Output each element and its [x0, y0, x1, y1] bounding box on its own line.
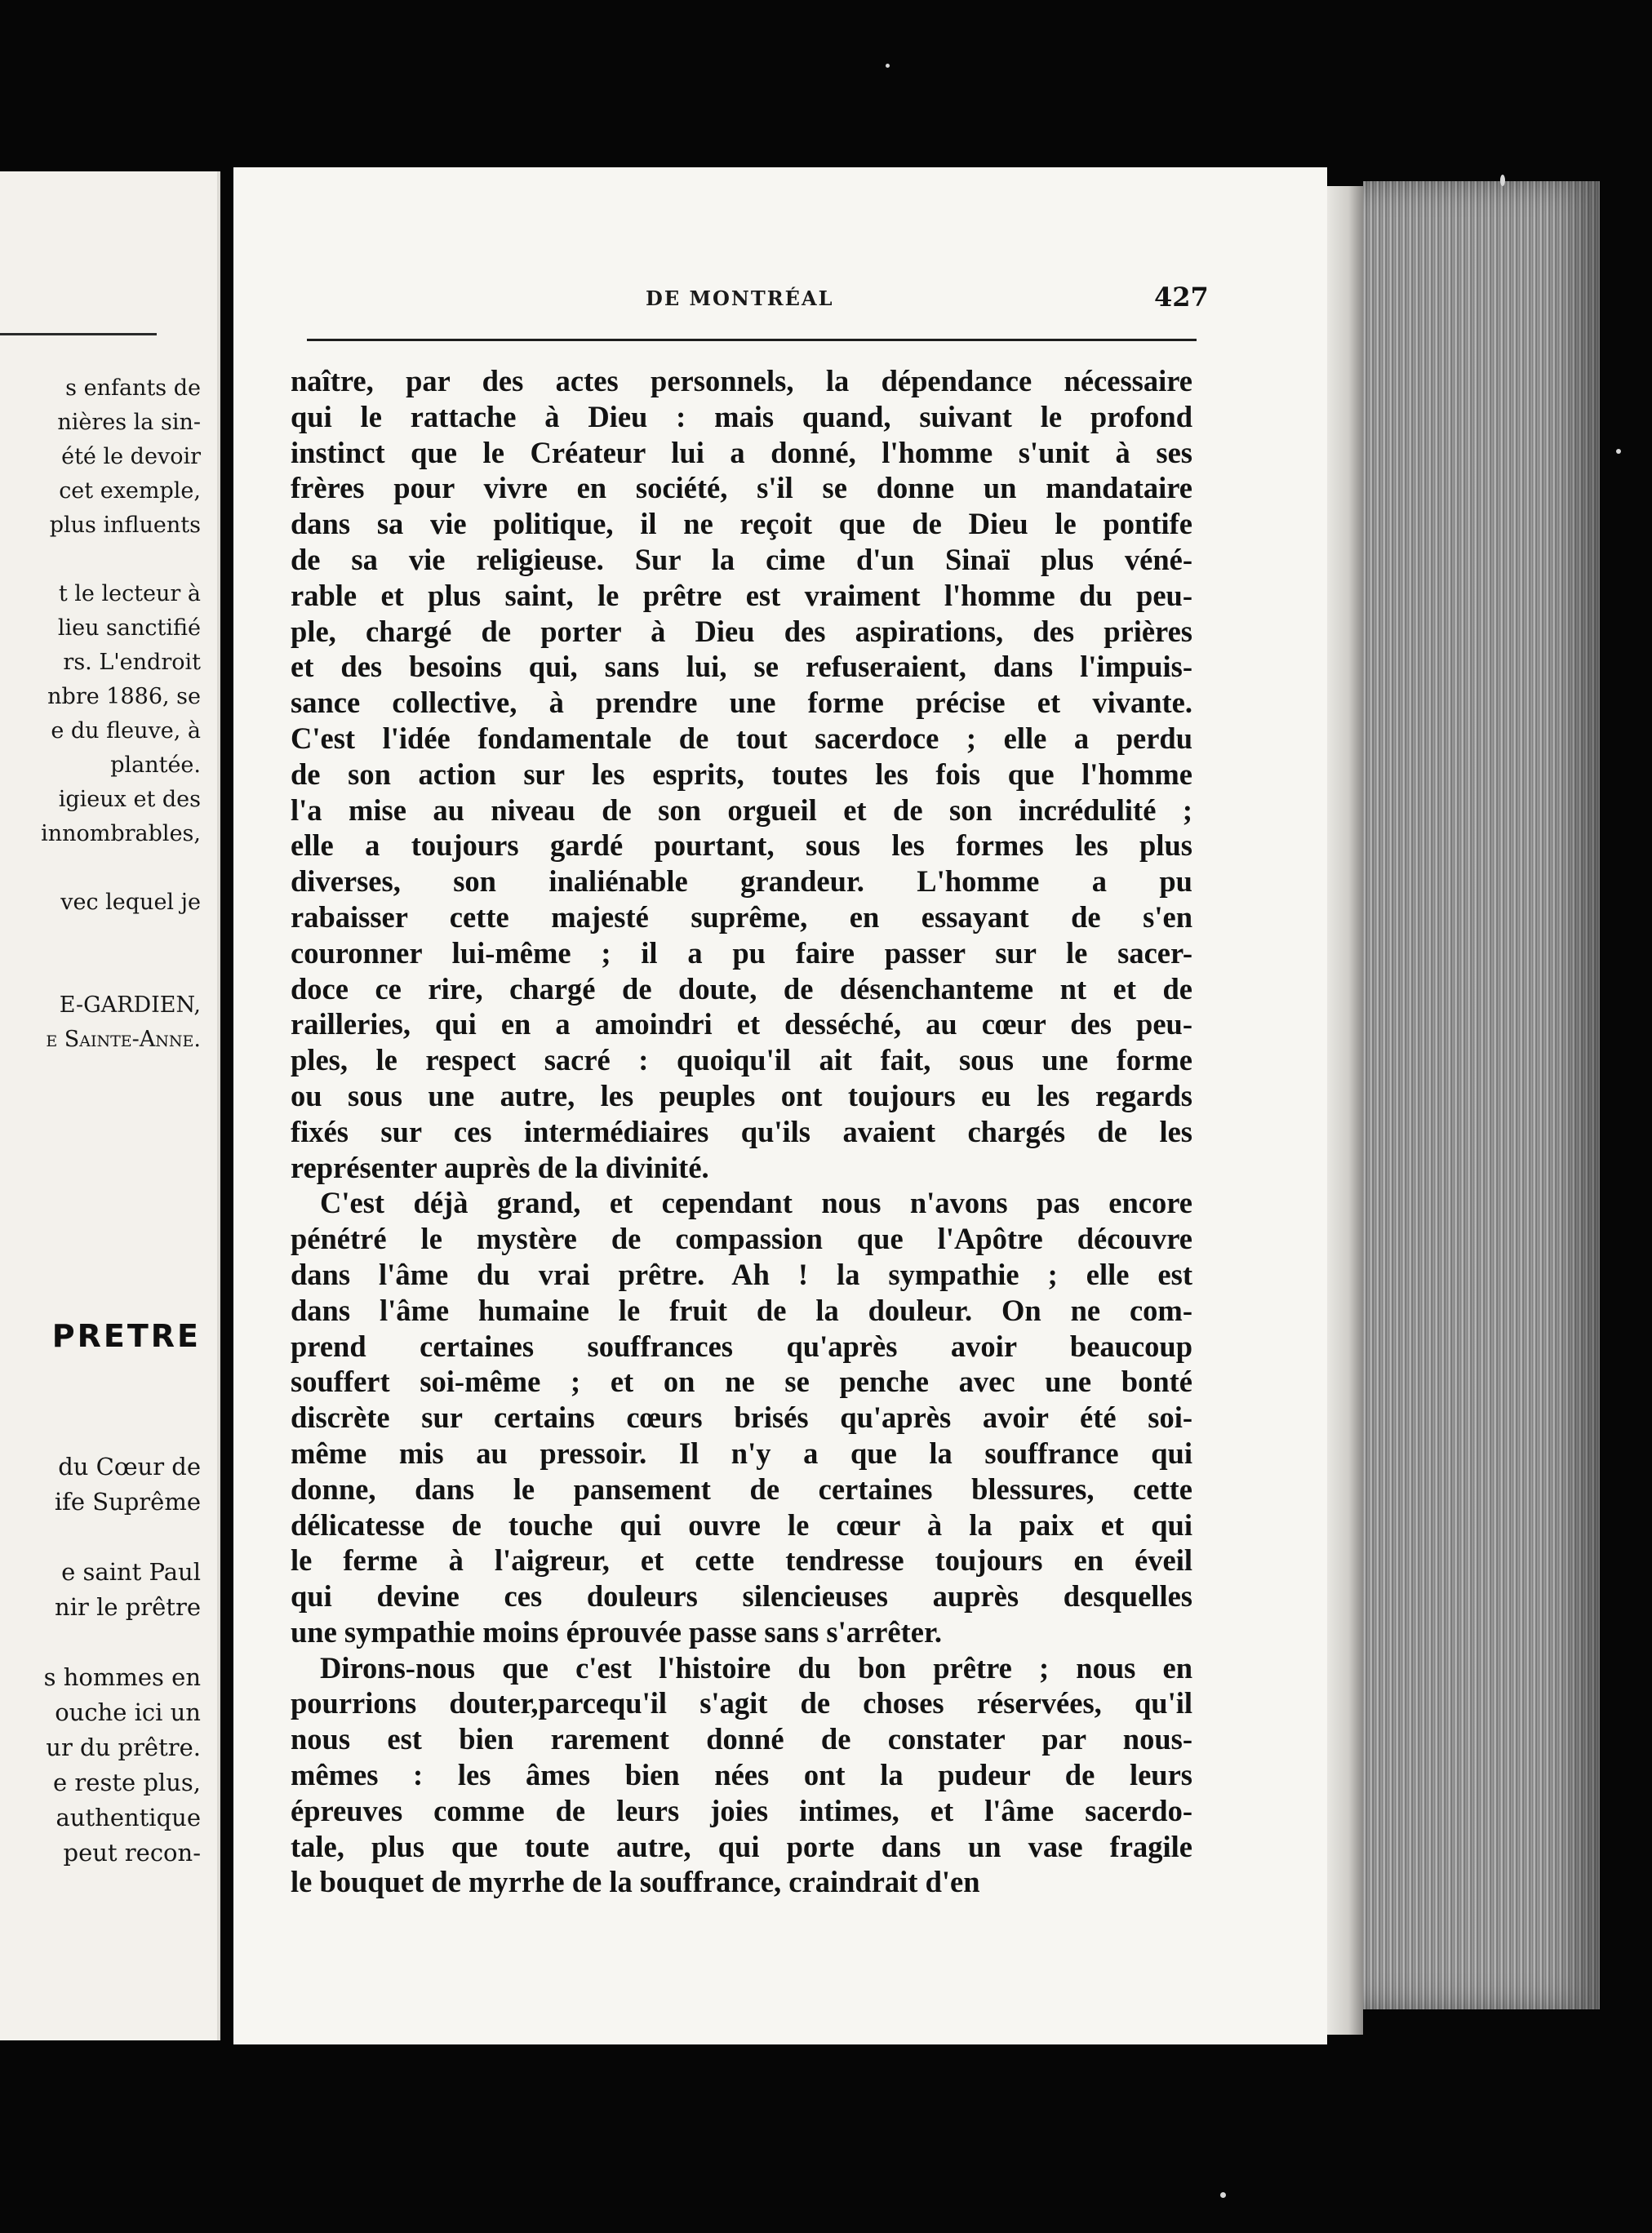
previous-page-line: nières la sin-: [57, 410, 201, 435]
text-line: et des besoins qui, sans lui, se refuseraient, dans l'impuis-: [291, 650, 1192, 684]
running-head: DE MONTRÉAL: [646, 286, 834, 310]
text-line: ple, chargé de porter à Dieu des aspirations, des prières: [291, 614, 1192, 648]
text-line: C'est déjà grand, et cependant nous n'avons pas encore: [320, 1186, 1192, 1220]
text-line: ou sous une autre, les peuples ont toujours eu les regards: [291, 1078, 1192, 1112]
text-line: pourrions douter,parcequ'il s'agit de choses réservées, qu'il: [291, 1686, 1192, 1720]
previous-page-line: e du fleuve, à: [51, 718, 201, 744]
page-number: 427: [1154, 282, 1209, 313]
text-line: instinct que le Créateur lui a donné, l'homme s'unit à ses: [291, 435, 1192, 469]
text-line: railleries, qui en a amoindri et desséché, au cœur des peu-: [291, 1007, 1192, 1041]
previous-page-line: nir le prêtre: [55, 1593, 201, 1621]
text-line: de sa vie religieuse. Sur la cime d'un Sinaï plus véné-: [291, 542, 1192, 576]
previous-page-rule: [0, 333, 157, 335]
previous-page-line: ife Suprême: [54, 1488, 201, 1516]
text-line: mêmes : les âmes bien nées ont la pudeur de leurs: [291, 1758, 1192, 1792]
scan-speck: [1220, 2192, 1226, 2198]
previous-page-line: igieux et des: [58, 787, 201, 812]
previous-page-line: plantée.: [110, 752, 201, 778]
text-line: dans l'âme humaine le fruit de la douleur. On ne com-: [291, 1293, 1192, 1327]
previous-page-line: t le lecteur à: [58, 581, 201, 606]
text-line: donne, dans le pansement de certaines blessures, cette: [291, 1472, 1192, 1506]
text-line: dans l'âme du vrai prêtre. Ah ! la sympathie ; elle est: [291, 1257, 1192, 1291]
page-427: [233, 167, 1327, 2044]
previous-page-line: cet exemple,: [59, 478, 201, 504]
text-line: C'est l'idée fondamentale de tout sacerdoce ; elle a perdu: [291, 721, 1192, 755]
previous-page-line: lieu sanctifié: [57, 615, 201, 641]
text-line: frères pour vivre en société, s'il se donne un mandataire: [291, 471, 1192, 505]
text-line: ples, le respect sacré : quoiqu'il ait fait, sous une forme: [291, 1043, 1192, 1077]
previous-page-heading: PRETRE: [51, 1318, 201, 1354]
previous-page-line: nbre 1886, se: [47, 684, 201, 709]
previous-page: [0, 171, 220, 2040]
previous-page-line: ur du prêtre.: [46, 1734, 201, 1761]
text-line: représenter auprès de la divinité.: [291, 1150, 709, 1184]
text-line: tale, plus que toute autre, qui porte dans un vase fragile: [291, 1829, 1192, 1863]
previous-page-line: s enfants de: [65, 375, 201, 401]
text-line: elle a toujours gardé pourtant, sous les formes les plus: [291, 828, 1192, 863]
text-line: épreuves comme de leurs joies intimes, et l'âme sacerdo-: [291, 1793, 1192, 1827]
text-line: le ferme à l'aigreur, et cette tendresse toujours en éveil: [291, 1543, 1192, 1578]
previous-page-line: ouche ici un: [55, 1698, 201, 1726]
book-page-edges: [1363, 181, 1600, 2009]
text-line: de son action sur les esprits, toutes les fois que l'homme: [291, 757, 1192, 791]
previous-page-line: peut recon-: [63, 1839, 201, 1867]
text-line: rabaisser cette majesté suprême, en essayant de s'en: [291, 899, 1192, 934]
text-line: Dirons-nous que c'est l'histoire du bon prêtre ; nous en: [320, 1650, 1192, 1685]
text-line: fixés sur ces intermédiaires qu'ils avaient chargés de les: [291, 1114, 1192, 1148]
text-line: couronner lui-même ; il a pu faire passer sur le sacer-: [291, 935, 1192, 970]
scan-speck: [1500, 175, 1505, 186]
text-line: nous est bien rarement donné de constater par nous-: [291, 1722, 1192, 1756]
text-line: prend certaines souffrances qu'après avoir beaucoup: [291, 1329, 1192, 1363]
text-line: discrète sur certains cœurs brisés qu'après avoir été soi-: [291, 1401, 1192, 1435]
text-line: délicatesse de touche qui ouvre le cœur à la paix et qui: [291, 1507, 1192, 1542]
previous-page-line: e saint Paul: [61, 1558, 201, 1586]
previous-page-line: été le devoir: [61, 444, 201, 469]
previous-page-line: E-GARDIEN,: [59, 992, 201, 1018]
text-line: naître, par des actes personnels, la dépendance nécessaire: [291, 364, 1192, 397]
page-fore-edge: [1327, 186, 1363, 2035]
header-rule: [307, 339, 1197, 341]
scan-speck: [886, 64, 890, 68]
previous-page-line: du Cœur de: [58, 1453, 201, 1481]
text-line: pénétré le mystère de compassion que l'Apôtre découvre: [291, 1222, 1192, 1256]
text-line: diverses, son inaliénable grandeur. L'homme a pu: [291, 864, 1192, 899]
text-line: qui devine ces douleurs silencieuses auprès desquelles: [291, 1579, 1192, 1614]
text-line: sance collective, à prendre une forme précise et vivante.: [291, 686, 1192, 720]
previous-page-line: e Sainte-Anne.: [46, 1027, 201, 1052]
text-line: l'a mise au niveau de son orgueil et de son incrédulité ;: [291, 792, 1192, 827]
text-line: rable et plus saint, le prêtre est vraiment l'homme du peu-: [291, 578, 1192, 612]
text-line: une sympathie moins éprouvée passe sans s'arrêter.: [291, 1614, 942, 1649]
previous-page-line: authentique: [56, 1804, 201, 1831]
text-line: qui le rattache à Dieu : mais quand, suivant le profond: [291, 399, 1192, 433]
previous-page-line: rs. L'endroit: [63, 650, 201, 675]
text-line: le bouquet de myrrhe de la souffrance, craindrait d'en: [291, 1865, 980, 1899]
previous-page-line: vec lequel je: [60, 890, 201, 915]
scan-speck: [1616, 449, 1621, 454]
text-line: dans sa vie politique, il ne reçoit que de Dieu le pontife: [291, 507, 1192, 541]
previous-page-line: innombrables,: [41, 821, 201, 846]
text-line: souffert soi-même ; et on ne se penche avec une bonté: [291, 1365, 1192, 1399]
text-line: même mis au pressoir. Il n'y a que la souffrance qui: [291, 1436, 1192, 1470]
previous-page-line: s hommes en: [43, 1663, 201, 1691]
body-text: [291, 363, 1192, 1900]
previous-page-line: plus influents: [49, 513, 201, 538]
text-line: doce ce rire, chargé de doute, de désenchanteme nt et de: [291, 971, 1192, 1006]
previous-page-line: e reste plus,: [53, 1769, 201, 1796]
